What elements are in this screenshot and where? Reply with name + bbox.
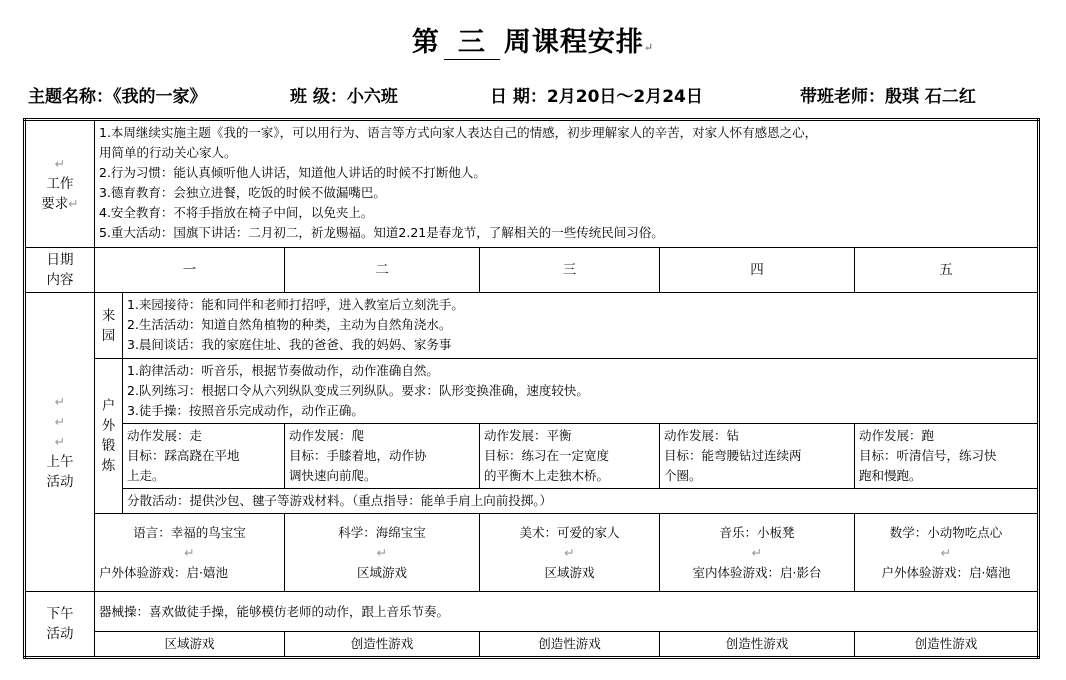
title-suffix: 周课程安排	[503, 27, 644, 58]
day-header: 一	[95, 248, 285, 293]
day-header: 二	[285, 248, 480, 293]
motor-cell: 动作发展：走 目标：踩高跷在平地 上走。	[123, 424, 285, 489]
motor-development-row	[25, 424, 1039, 489]
schedule-table	[23, 118, 1040, 659]
title-prefix: 第	[411, 27, 440, 58]
work-item: 5.重大活动：国旗下讲话：二月初二，祈龙赐福。知道2.21是春龙节，了解相关的一些传统民间习俗。	[99, 225, 664, 240]
work-item: 2.行为习惯：能认真倾听他人讲话，知道他人讲话的时候不打断他人。	[99, 165, 486, 180]
morning-label: ↵ ↵ ↵ 上午 活动	[25, 293, 95, 592]
course-cell: 美术：可爱的家人 ↵ 区域游戏	[480, 514, 660, 592]
arrival-content	[123, 293, 1039, 359]
motor-cell: 动作发展：跑 目标：听清信号，练习快 跑和慢跑。	[855, 424, 1039, 489]
outdoor-label: 户 外 锻 炼	[95, 359, 123, 514]
course-cell: 语言：幸福的鸟宝宝 ↵ 户外体验游戏：启·嬉池	[95, 514, 285, 592]
afternoon-game: 创造性游戏	[855, 632, 1039, 658]
info-header	[0, 82, 1066, 108]
work-item: 4.安全教育：不将手指放在椅子中间，以免夹上。	[99, 205, 374, 220]
date-range: 日 期：2月20日～2月24日	[490, 87, 703, 107]
motor-cell: 动作发展：爬 目标：手膝着地，动作协 调快速向前爬。	[285, 424, 480, 489]
arrival-item: 1.来园接待：能和同伴和老师打招呼，进入教室后立刻洗手。	[127, 297, 464, 312]
work-item: 用简单的行动关心家人。	[99, 145, 237, 160]
equipment-exercise: 器械操：喜欢做徒手操，能够模仿老师的动作，跟上音乐节奏。	[95, 592, 1039, 632]
afternoon-games-row	[25, 632, 1039, 658]
day-header: 三	[480, 248, 660, 293]
afternoon-game: 创造性游戏	[480, 632, 660, 658]
work-item: 3.德育教育：会独立进餐，吃饭的时候不做漏嘴巴。	[99, 185, 386, 200]
teachers: 带班老师：殷琪 石二红	[800, 87, 976, 107]
outdoor-row	[25, 359, 1039, 424]
theme-name: 主题名称：《我的一家》	[28, 87, 207, 107]
arrival-item: 3.晨间谈话：我的家庭住址、我的爸爸、我的妈妈、家务事	[127, 337, 452, 352]
day-header: 四	[660, 248, 855, 293]
page-title: 第 三 周课程安排↵	[0, 20, 1066, 60]
work-label: ↵ 工作 要求↵	[25, 120, 95, 248]
arrival-label: 来 园	[95, 293, 123, 359]
afternoon-game: 创造性游戏	[285, 632, 480, 658]
class-name: 班 级：小六班	[290, 87, 398, 107]
afternoon-game: 创造性游戏	[660, 632, 855, 658]
course-cell: 音乐：小板凳 ↵ 室内体验游戏：启·影台	[660, 514, 855, 592]
work-item: 1.本周继续实施主题《我的一家》，可以用行为、语言等方式向家人表达自己的情感，初步理解家人的辛苦，对家人怀有感恩之心，	[99, 125, 818, 140]
arrival-row	[25, 293, 1039, 359]
courses-row	[25, 514, 1039, 592]
outdoor-item: 2.队列练习：根据口令从六列纵队变成三列纵队。要求：队形变换准确，速度较快。	[127, 383, 589, 398]
afternoon-label: 下午 活动	[25, 592, 95, 658]
week-number: 三	[444, 20, 500, 60]
arrival-item: 2.生活活动：知道自然角植物的种类，主动为自然角浇水。	[127, 317, 452, 332]
course-cell: 数学：小动物吃点心 ↵ 户外体验游戏：启·嬉池	[855, 514, 1039, 592]
outdoor-content	[123, 359, 1039, 424]
work-requirements	[95, 120, 1039, 248]
outdoor-item: 3.徒手操：按照音乐完成动作，动作正确。	[127, 403, 364, 418]
motor-cell: 动作发展：平衡 目标：练习在一定宽度 的平衡木上走独木桥。	[480, 424, 660, 489]
days-label: 日期 内容	[25, 248, 95, 293]
motor-cell: 动作发展：钻 目标：能弯腰钻过连续两 个圈。	[660, 424, 855, 489]
outdoor-item: 1.韵律活动：听音乐，根据节奏做动作，动作准确自然。	[127, 363, 439, 378]
afternoon-game: 区域游戏	[95, 632, 285, 658]
day-header: 五	[855, 248, 1039, 293]
course-cell: 科学：海绵宝宝 ↵ 区域游戏	[285, 514, 480, 592]
scatter-row	[25, 489, 1039, 514]
afternoon-row	[25, 592, 1039, 632]
days-row	[25, 248, 1039, 293]
scatter-activity: 分散活动：提供沙包、毽子等游戏材料。（重点指导：能单手肩上向前投掷。）	[123, 489, 1039, 514]
work-row	[25, 120, 1039, 248]
